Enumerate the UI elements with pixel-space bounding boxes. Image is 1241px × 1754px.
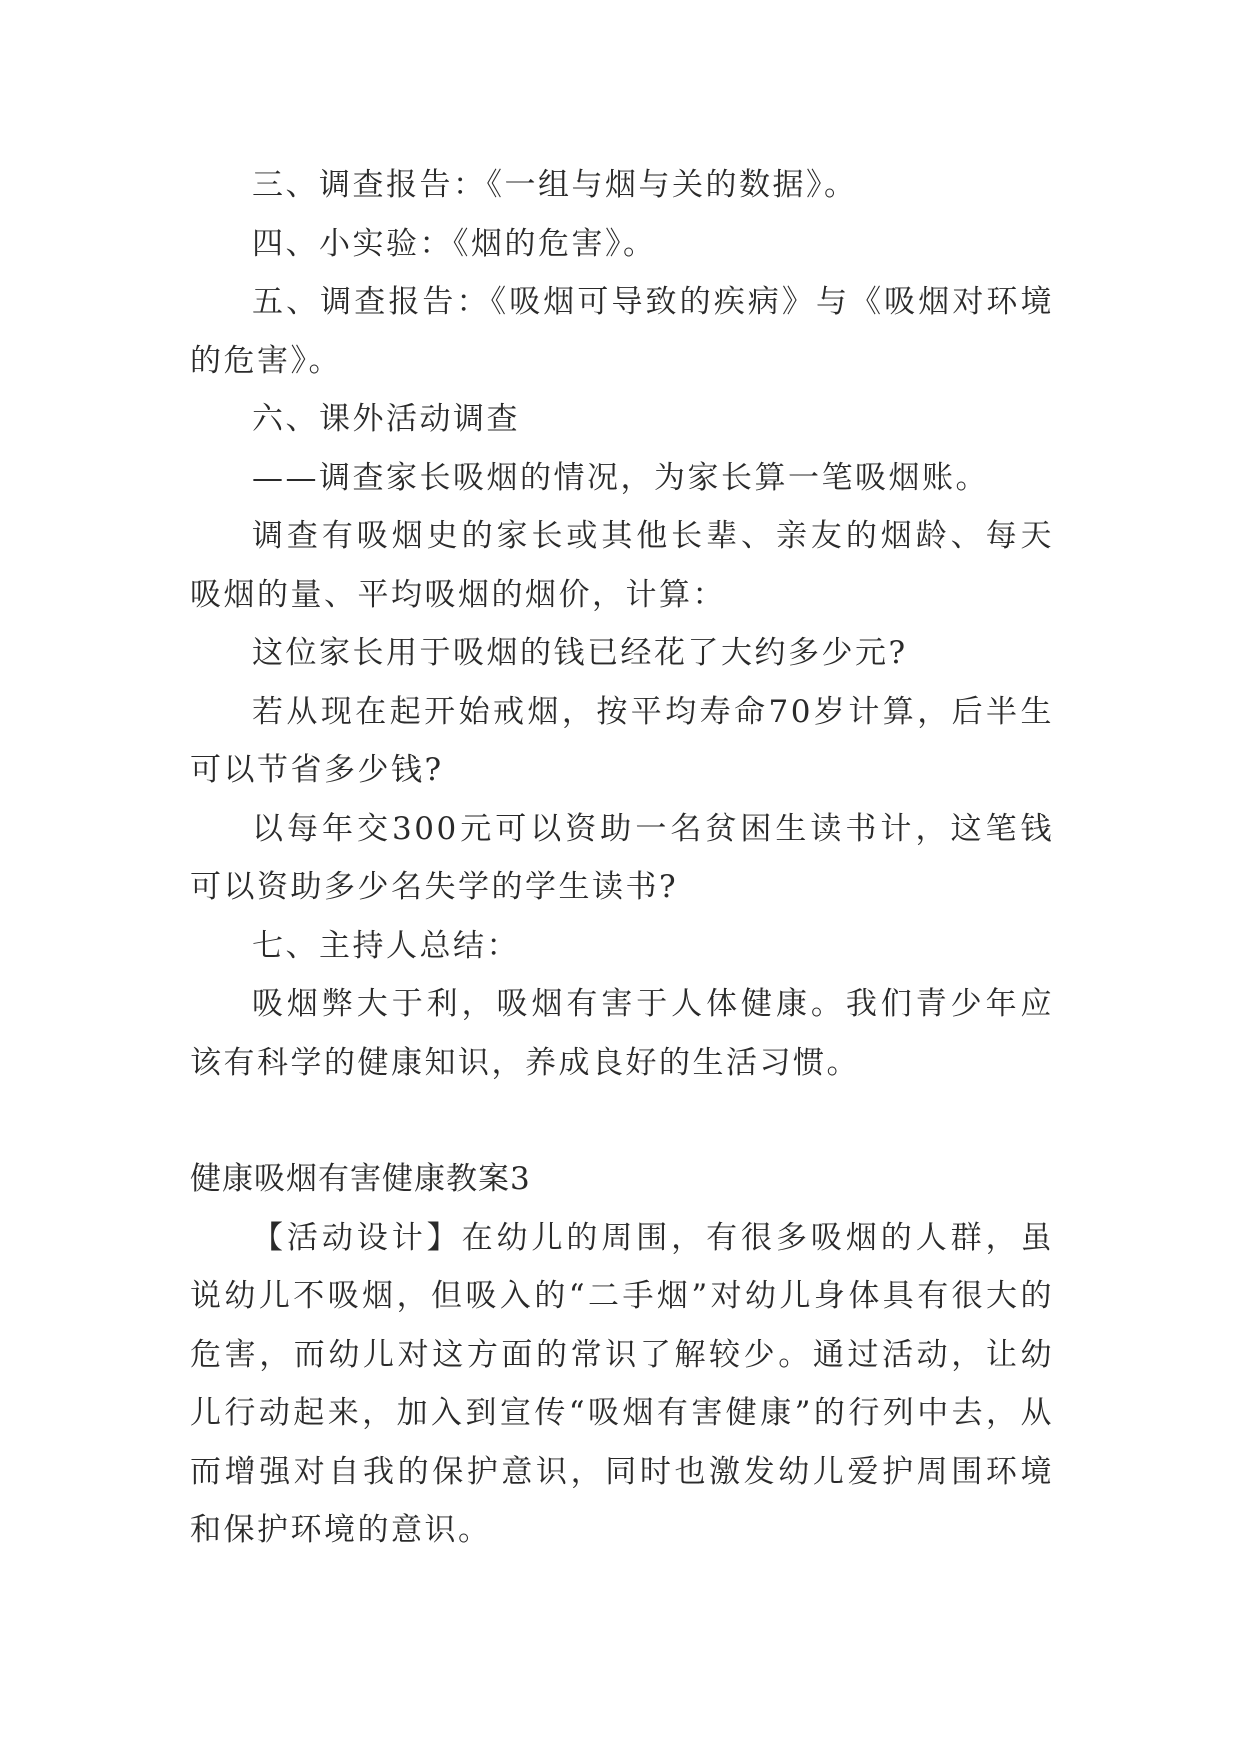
paragraph-question-money-saved: 若从现在起开始戒烟，按平均寿命70岁计算，后半生可以节省多少钱? [190,693,1054,788]
paragraph-host-summary: 七、主持人总结： [252,927,520,964]
section-title: 健康吸烟有害健康教案3 [190,1161,531,1197]
paragraph-extracurricular-survey: 六、课外活动调查 [252,401,520,437]
paragraph-small-experiment: 四、小实验：《烟的危害》。 [252,225,657,262]
paragraph-survey-report-diseases: 五、调查报告：《吸烟可导致的疾病》与《吸烟对环境的危害》。 [190,284,1054,379]
paragraph-activity-design: 【活动设计】在幼儿的周围，有很多吸烟的人群，虽说幼儿不吸烟，但吸入的“二手烟”对幼儿身体具有很大的危害，而幼儿对这方面的常识了解较少。通过活动，让幼儿行动起来，加入到宣传“吸烟有害健康”的行列中去，从而增强对自我的保护意识，同时也激发幼儿爱护周围环境和保护环境的意识。 [190,1219,1054,1548]
document-body [190,156,1054,1560]
paragraph-question-money-spent: 这位家长用于吸烟的钱已经花了大约多少元? [252,635,908,671]
paragraph-summary-text: 吸烟弊大于利，吸烟有害于人体健康。我们青少年应该有科学的健康知识，养成良好的生活习惯。 [190,986,1054,1081]
paragraph-survey-report-data: 三、调查报告：《一组与烟与关的数据》。 [252,167,858,203]
paragraph-survey-instructions: 调查有吸烟史的家长或其他长辈、亲友的烟龄、每天吸烟的量、平均吸烟的烟价，计算： [190,518,1054,613]
paragraph-parent-smoking-account: ——调查家长吸烟的情况，为家长算一笔吸烟账。 [252,459,989,496]
paragraph-question-students-funded: 以每年交300元可以资助一名贫困生读书计，这笔钱可以资助多少名失学的学生读书? [190,810,1054,905]
